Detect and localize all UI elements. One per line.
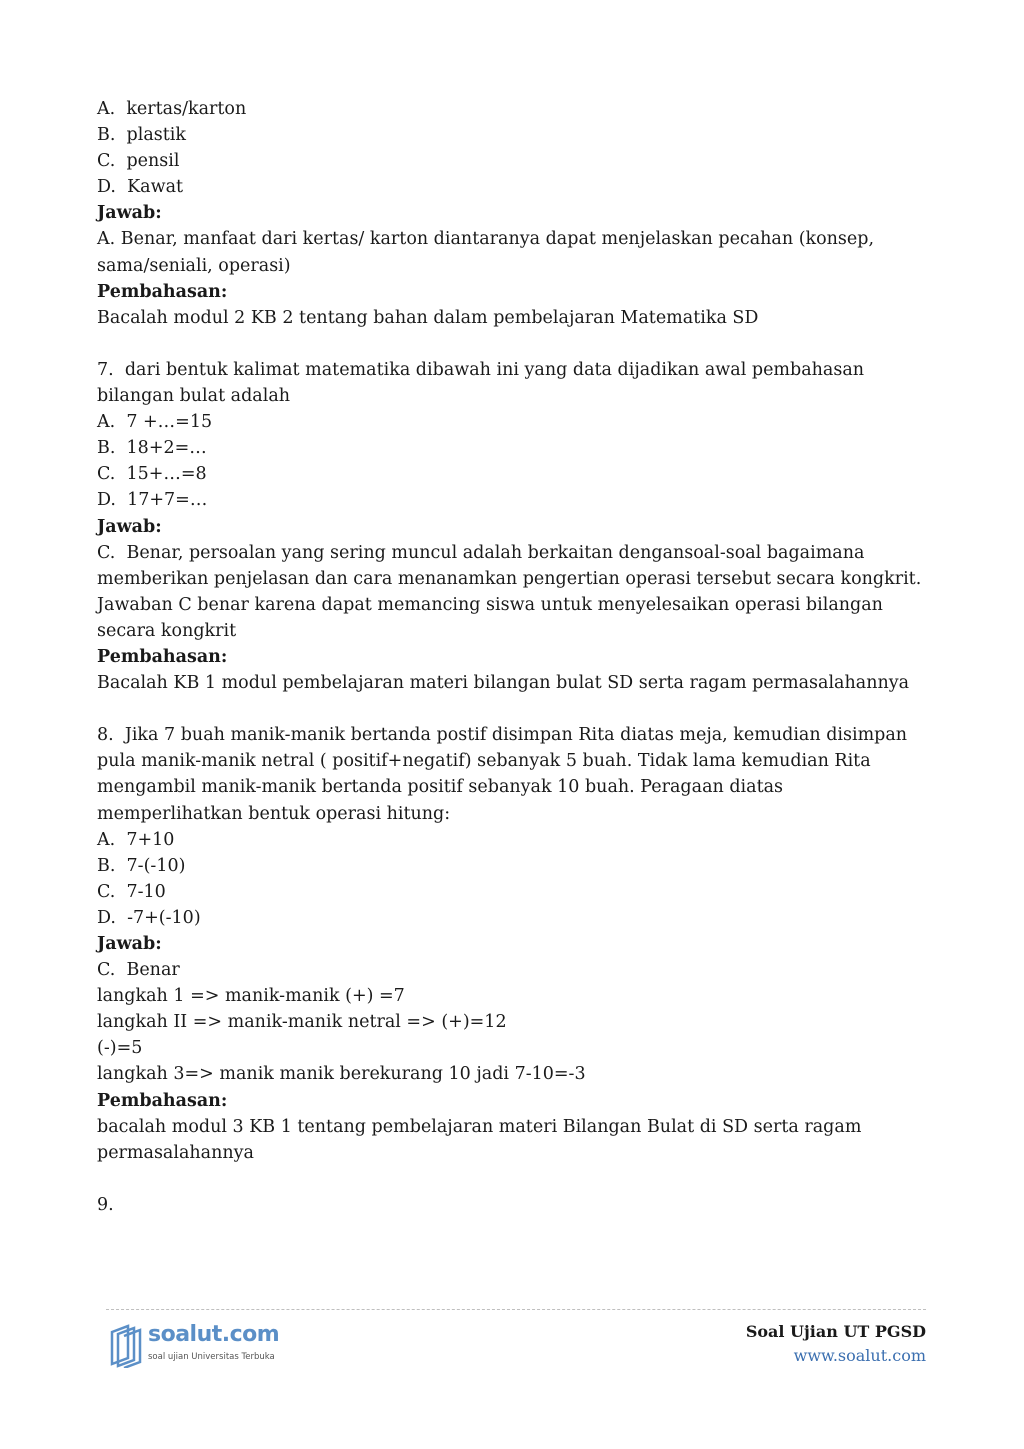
answer-text: langkah II => manik-manik netral => (+)=12 [97, 1012, 507, 1033]
answer-text: memberikan penjelasan dan cara menanamkan pengertian operasi tersebut secara kongkrit. [97, 568, 922, 589]
footer-url-link[interactable]: www.soalut.com [793, 1346, 926, 1365]
question-7: bilangan bulat adalah [97, 386, 291, 407]
logo-text: soalut.com [148, 1322, 280, 1347]
spacer [97, 331, 927, 357]
pembahasan-text: bacalah modul 3 KB 1 tentang pembelajaran materi Bilangan Bulat di SD serta ragam [97, 1116, 862, 1137]
spacer [97, 696, 927, 722]
document-body [97, 96, 927, 1218]
question-8: mengambil manik-manik bertanda positif sebanyak 10 buah. Peragaan diatas [97, 777, 784, 798]
soalut-logo[interactable] [106, 1322, 286, 1372]
answer-text: C. Benar, persoalan yang sering muncul adalah berkaitan dengansoal-soal bagaimana [97, 542, 865, 563]
option-b: B. 18+2=… [97, 438, 207, 459]
answer-text: langkah 3=> manik manik berekurang 10 jadi 7-10=-3 [97, 1064, 586, 1085]
option-a: A. 7+10 [97, 829, 175, 850]
pembahasan-text: Bacalah KB 1 modul pembelajaran materi bilangan bulat SD serta ragam permasalahannya [97, 673, 910, 694]
pembahasan-text: Bacalah modul 2 KB 2 tentang bahan dalam pembelajaran Matematika SD [97, 307, 759, 328]
option-a: A. kertas/karton [97, 99, 247, 119]
pembahasan-label: Pembahasan: [97, 646, 228, 667]
answer-text: A. Benar, manfaat dari kertas/ karton diantaranya dapat menjelaskan pecahan (konsep, [97, 229, 875, 250]
pembahasan-label: Pembahasan: [97, 281, 228, 302]
answer-text: langkah 1 => manik-manik (+) =7 [97, 986, 405, 1007]
option-d: D. -7+(-10) [97, 907, 201, 928]
question-8: memperlihatkan bentuk operasi hitung: [97, 803, 451, 824]
option-b: B. plastik [97, 125, 186, 146]
option-c: C. 15+…=8 [97, 464, 207, 485]
question-7: 7. dari bentuk kalimat matematika dibawah ini yang data dijadikan awal pembahasan [97, 359, 865, 380]
footer-divider [106, 1309, 926, 1310]
footer-info [746, 1320, 926, 1368]
pembahasan-text: permasalahannya [97, 1142, 254, 1163]
logo-tagline: soal ujian Universitas Terbuka [148, 1352, 275, 1362]
pembahasan-label: Pembahasan: [97, 1090, 228, 1111]
question-8: 8. Jika 7 buah manik-manik bertanda postif disimpan Rita diatas meja, kemudian disimpan [97, 725, 908, 746]
jawab-label: Jawab: [97, 203, 162, 224]
option-c: C. 7-10 [97, 881, 166, 902]
footer-title: Soal Ujian UT PGSD [745, 1322, 926, 1341]
answer-text: (-)=5 [97, 1038, 143, 1059]
option-b: B. 7-(-10) [97, 855, 186, 876]
option-c: C. pensil [97, 151, 180, 172]
option-d: D. 17+7=… [97, 490, 208, 511]
spacer [97, 1166, 927, 1192]
option-d: D. Kawat [97, 177, 184, 198]
question-8: pula manik-manik netral ( positif+negatif) sebanyak 5 buah. Tidak lama kemudian Rita [97, 751, 871, 772]
answer-text: C. Benar [97, 960, 180, 981]
jawab-label: Jawab: [97, 516, 162, 537]
answer-text: sama/seniali, operasi) [97, 255, 291, 276]
question-9: 9. [97, 1194, 114, 1215]
jawab-label: Jawab: [97, 934, 162, 954]
option-a: A. 7 +…=15 [97, 412, 213, 433]
answer-text: secara kongkrit [97, 620, 237, 641]
book-icon [106, 1322, 146, 1368]
answer-text: Jawaban C benar karena dapat memancing siswa untuk menyelesaikan operasi bilangan [97, 594, 883, 615]
